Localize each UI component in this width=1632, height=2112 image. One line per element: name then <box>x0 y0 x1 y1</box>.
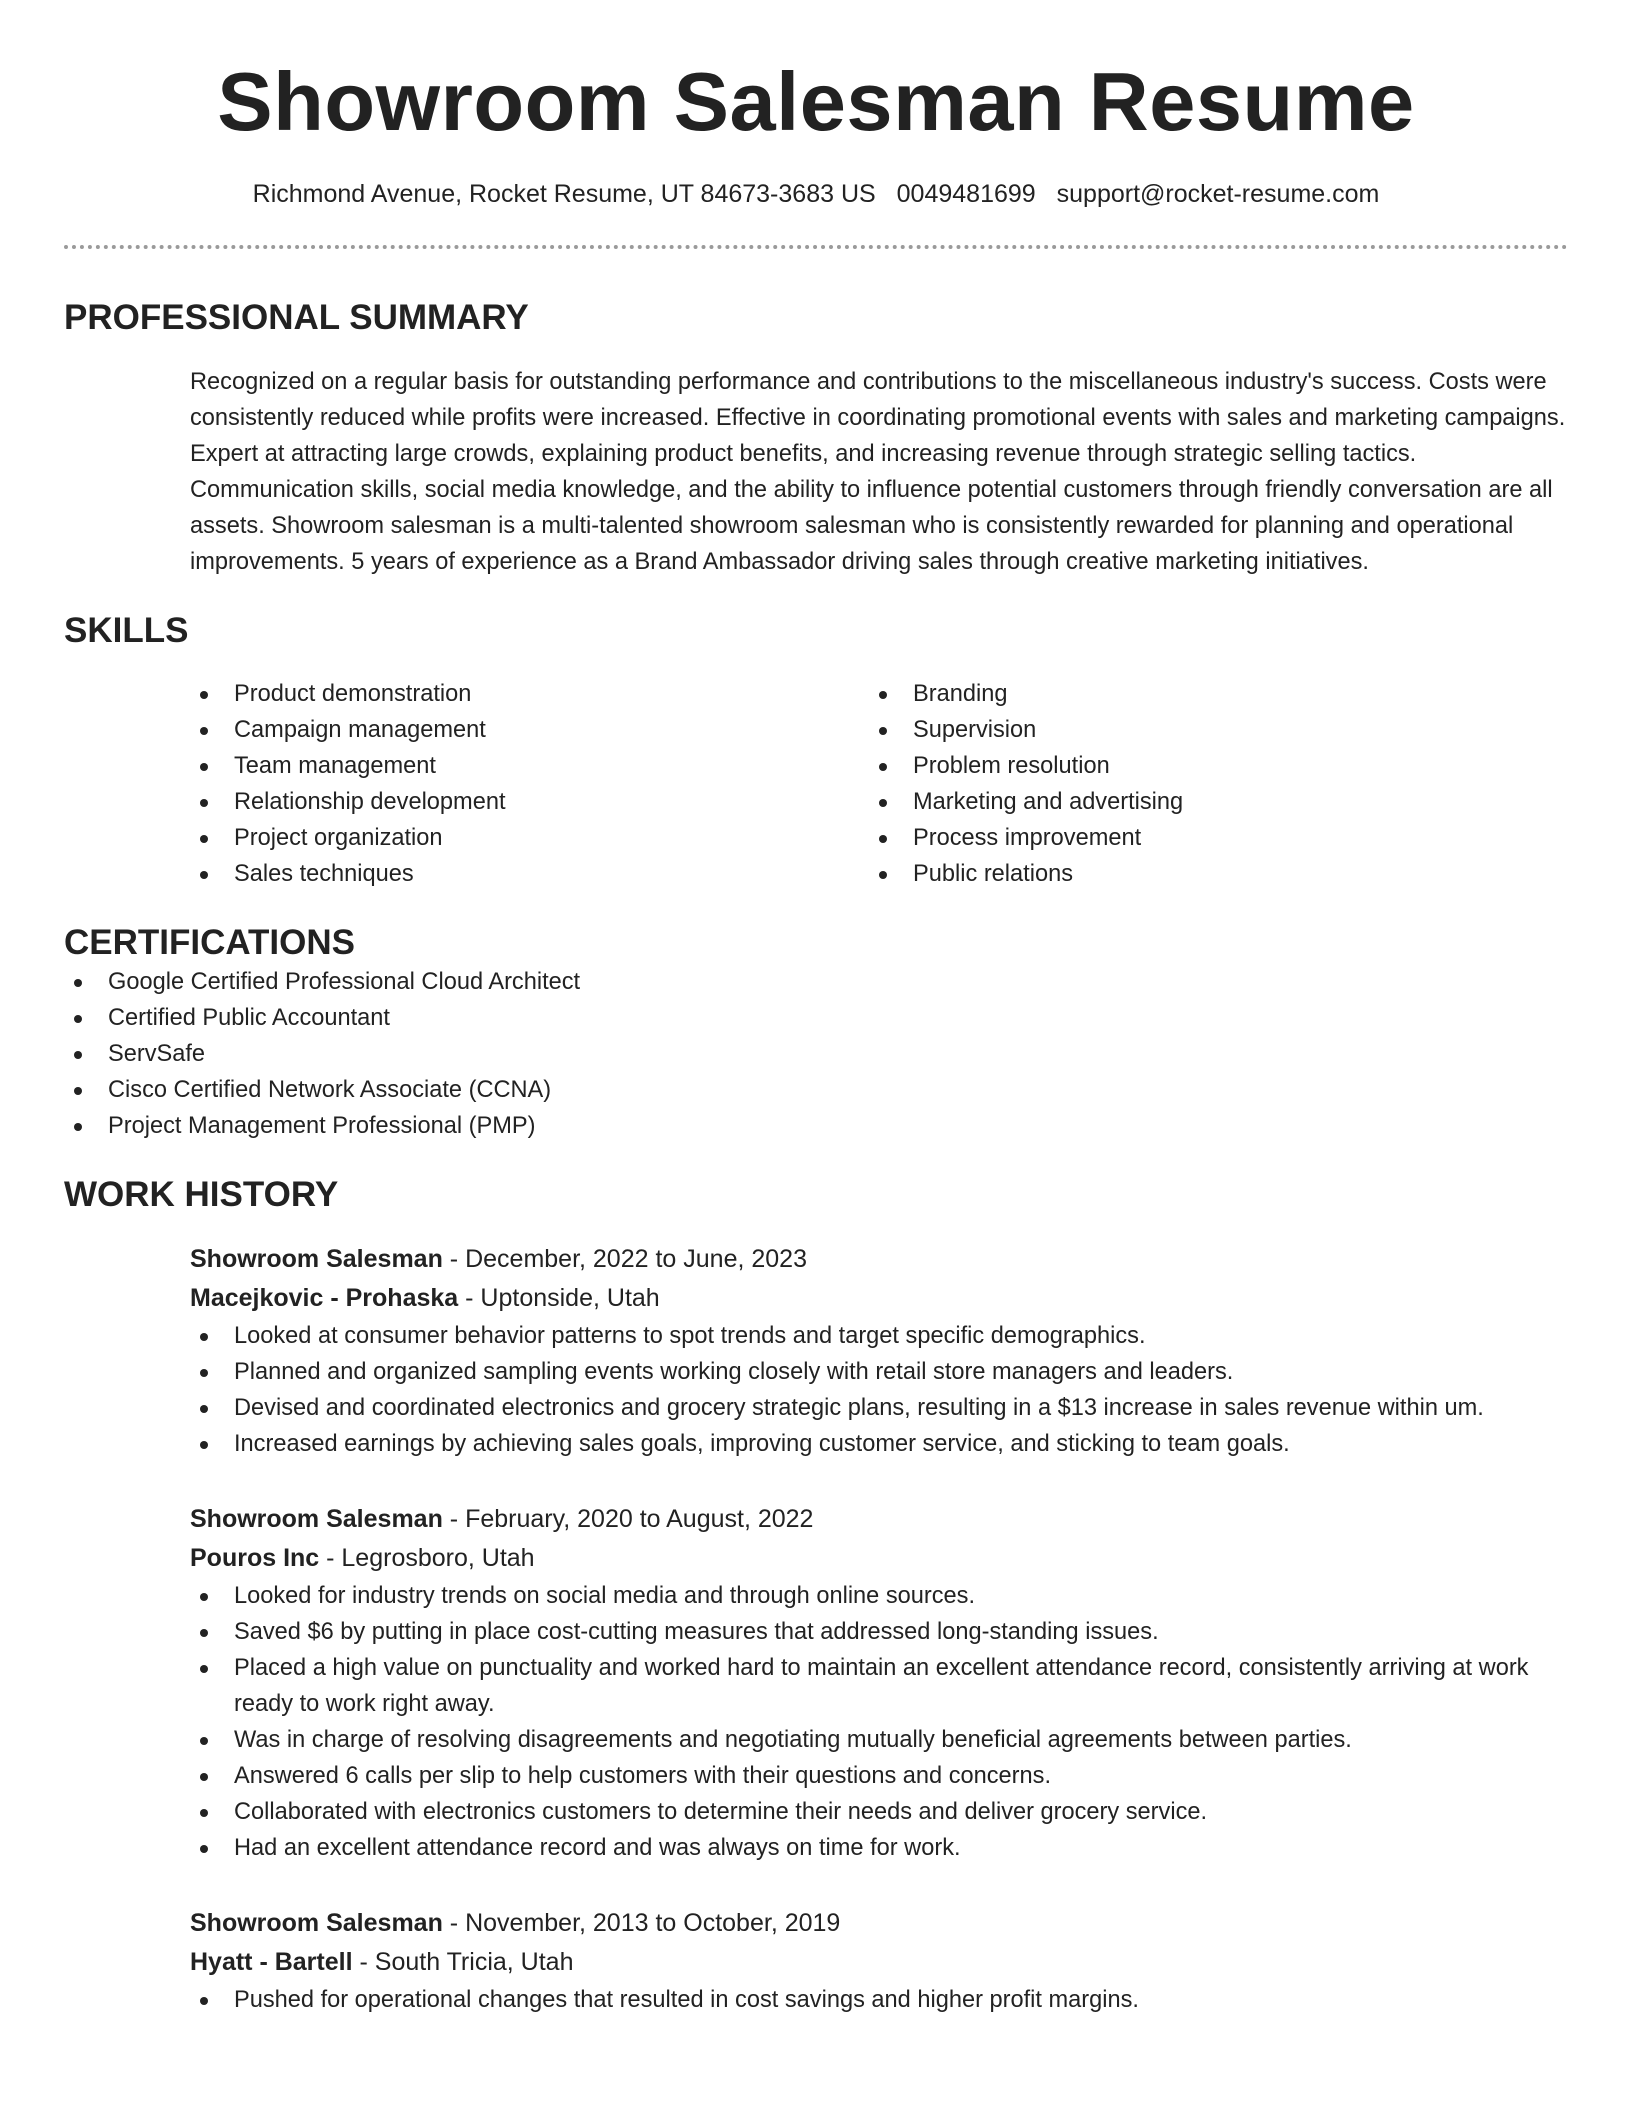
certifications-section <box>64 922 1568 1144</box>
job-duty: Had an excellent attendance record and was always on time for work. <box>190 1830 1568 1866</box>
work-history-section <box>64 1174 1568 2018</box>
skill-item: Campaign management <box>190 712 869 748</box>
work-history-heading: WORK HISTORY <box>64 1175 339 1214</box>
job-entry <box>190 1240 1568 1462</box>
job-location: - Legrosboro, Utah <box>319 1544 535 1572</box>
job-entry <box>190 1904 1568 2018</box>
certification-item: Project Management Professional (PMP) <box>64 1108 1568 1144</box>
header-divider <box>64 245 1568 249</box>
certification-item: Certified Public Accountant <box>64 1000 1568 1036</box>
job-company-line <box>190 1539 1568 1578</box>
job-duty: Increased earnings by achieving sales goals, improving customer service, and sticking to team goals. <box>190 1426 1568 1462</box>
job-title: Showroom Salesman <box>190 1505 443 1533</box>
job-title-line <box>190 1240 1568 1279</box>
certifications-list <box>64 964 1568 1144</box>
job-duty: Looked at consumer behavior patterns to spot trends and target specific demographics. <box>190 1318 1568 1354</box>
job-duty: Saved $6 by putting in place cost-cutting measures that addressed long-standing issues. <box>190 1614 1568 1650</box>
certification-item: Google Certified Professional Cloud Architect <box>64 964 1568 1000</box>
skills-column-left <box>190 676 869 892</box>
job-dates: - February, 2020 to August, 2022 <box>442 1505 814 1533</box>
job-duty: Devised and coordinated electronics and grocery strategic plans, resulting in a $13 increase in sales revenue within um. <box>190 1390 1568 1426</box>
skills-section <box>64 610 1568 892</box>
job-company-line <box>190 1943 1568 1982</box>
skills-heading: SKILLS <box>64 611 189 650</box>
skill-item: Product demonstration <box>190 676 869 712</box>
job-title-line <box>190 1904 1568 1943</box>
job-duty: Answered 6 calls per slip to help customers with their questions and concerns. <box>190 1758 1568 1794</box>
job-title-line <box>190 1500 1568 1539</box>
skills-list-right <box>869 676 1548 892</box>
job-duty: Collaborated with electronics customers to determine their needs and deliver grocery service. <box>190 1794 1568 1830</box>
certification-item: Cisco Certified Network Associate (CCNA) <box>64 1072 1568 1108</box>
summary-heading: PROFESSIONAL SUMMARY <box>64 298 529 337</box>
summary-text: Recognized on a regular basis for outstanding performance and contributions to the miscellaneous industry's success. Costs were consistently reduced while profits were increased. Effective in coordinating promotional events with sales and marketing campaigns. Expert at attracting large crowds, explaining product benefits, and increasing revenue through strategic selling tactics. Communication skills, social media knowledge, and the ability to influence potential customers through friendly conversation are all assets. Showroom salesman is a multi-talented showroom salesman who is consistently rewarded for planning and operational improvements. 5 years of experience as a Brand Ambassador driving sales through creative marketing initiatives. <box>190 369 1566 575</box>
job-entry <box>190 1500 1568 1866</box>
job-location: - Uptonside, Utah <box>458 1284 660 1312</box>
job-duty: Was in charge of resolving disagreements and negotiating mutually beneficial agreements between parties. <box>190 1722 1568 1758</box>
job-title: Showroom Salesman <box>190 1245 443 1273</box>
skill-item: Marketing and advertising <box>869 784 1548 820</box>
certifications-heading: CERTIFICATIONS <box>64 923 356 962</box>
job-duty: Placed a high value on punctuality and worked hard to maintain an excellent attendance record, consistently arriving at work ready to work right away. <box>190 1650 1568 1722</box>
job-dates: - November, 2013 to October, 2019 <box>442 1909 841 1937</box>
job-title: Showroom Salesman <box>190 1909 443 1937</box>
skill-item: Team management <box>190 748 869 784</box>
job-duties <box>190 1982 1568 2018</box>
skill-item: Problem resolution <box>869 748 1548 784</box>
skill-item: Branding <box>869 676 1548 712</box>
certification-item: ServSafe <box>64 1036 1568 1072</box>
job-duties <box>190 1318 1568 1462</box>
skill-item: Public relations <box>869 856 1548 892</box>
job-duty: Looked for industry trends on social media and through online sources. <box>190 1578 1568 1614</box>
contact-line <box>64 179 1568 209</box>
skills-column-right <box>869 676 1548 892</box>
skill-item: Process improvement <box>869 820 1548 856</box>
contact-email: support@rocket-resume.com <box>1056 180 1380 208</box>
job-duty: Planned and organized sampling events working closely with retail store managers and leaders. <box>190 1354 1568 1390</box>
job-company: Hyatt - Bartell <box>190 1948 353 1976</box>
skills-list-left <box>190 676 869 892</box>
resume-title: Showroom Salesman Resume <box>217 55 1415 148</box>
job-company-line <box>190 1279 1568 1318</box>
skills-columns <box>190 676 1568 892</box>
job-dates: - December, 2022 to June, 2023 <box>442 1245 807 1273</box>
job-company: Pouros Inc <box>190 1544 320 1572</box>
contact-address: Richmond Avenue, Rocket Resume, UT 84673-3683 US <box>252 180 876 208</box>
job-company: Macejkovic - Prohaska <box>190 1284 459 1312</box>
job-location: - South Tricia, Utah <box>352 1948 574 1976</box>
skill-item: Supervision <box>869 712 1548 748</box>
contact-phone: 0049481699 <box>896 180 1036 208</box>
skill-item: Relationship development <box>190 784 869 820</box>
job-duty: Pushed for operational changes that resulted in cost savings and higher profit margins. <box>190 1982 1568 2018</box>
skill-item: Sales techniques <box>190 856 869 892</box>
job-duties <box>190 1578 1568 1866</box>
summary-section <box>64 297 1568 580</box>
skill-item: Project organization <box>190 820 869 856</box>
